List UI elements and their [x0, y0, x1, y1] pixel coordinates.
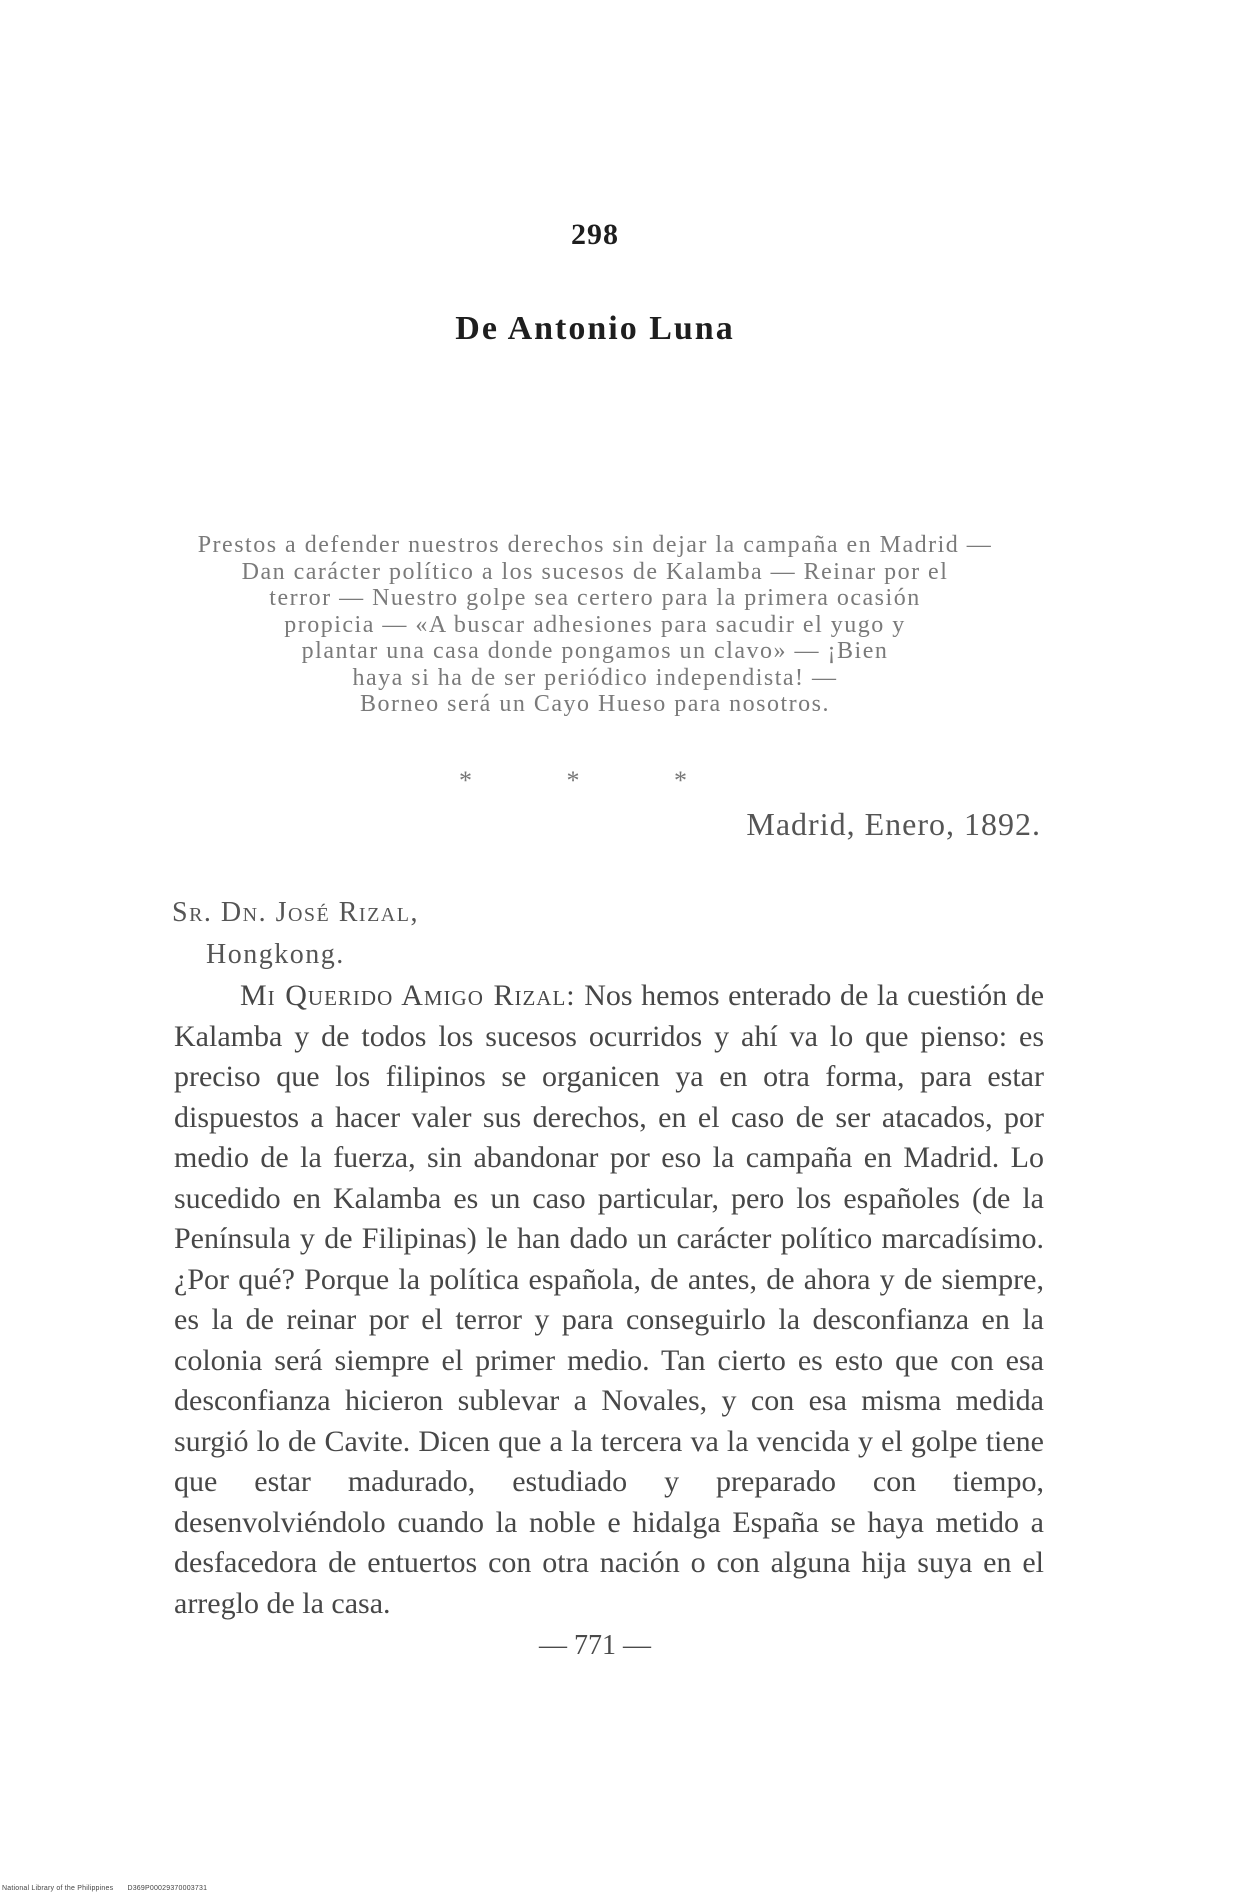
letter-body-text: Nos hemos enterado de la cuestión de Kalamba y de todos los sucesos ocurridos y ahí va lo que pienso: es preciso que los filipinos se organicen ya en otra forma, para estar dispuestos a hacer valer sus derechos, en el caso de ser atacados, por medio de la fuerza, sin abandonar por eso la campaña en Madrid. Lo sucedido en Kalamba es un caso particular, pero los españoles (de la Península y de Filipinas) le han dado un carácter político marcadísimo. ¿Por qué? Porque la política española, de antes, de ahora y de siempre, es la de reinar por el terror y para conseguirlo la desconfianza en la colonia será siempre el primer medio. Tan cierto es esto que con esa desconfianza hicieron sublevar a Novales, y con esa misma medida surgió lo de Cavite. Dicen que a la tercera va la vencida y el golpe tiene que estar madurado, estudiado y preparado con tiempo, desenvolviéndolo cuando la noble e hidalga España se haya metido a desfacedora de entuertos con otra nación o con alguna hija suya en el arreglo de la casa.: [174, 979, 1045, 1620]
summary-line: propicia — «A buscar adhesiones para sacudir el yugo y: [284, 611, 906, 638]
letter-body: [174, 976, 1044, 1624]
summary-line: haya si ha de ser periódico independista! —: [352, 664, 838, 691]
summary-line: Prestos a defender nuestros derechos sin dejar la campaña en Madrid —: [197, 532, 993, 558]
recipient-address: Sr. Dn. José Rizal,: [172, 897, 419, 928]
letter-summary: [160, 532, 1030, 718]
letter-title: De Antonio Luna: [455, 310, 735, 347]
dateline: Madrid, Enero, 1892.: [746, 806, 1041, 842]
section-separator: * * *: [459, 766, 731, 795]
letter-number: 298: [571, 218, 619, 251]
scan-footer: [2, 1885, 219, 1892]
page-number: — 771 —: [539, 1630, 651, 1661]
summary-line: terror — Nuestro golpe sea certero para la primera ocasión: [269, 585, 921, 611]
recipient-city: Hongkong.: [206, 939, 345, 970]
salutation: [172, 892, 419, 976]
summary-line: Borneo será un Cayo Hueso para nosotros.: [360, 691, 830, 717]
footer-library: National Library of the Philippines: [2, 1885, 114, 1892]
summary-line: Dan carácter político a los sucesos de Kalamba — Reinar por el: [241, 558, 949, 585]
footer-id: D369P00029370003731: [127, 1885, 208, 1892]
letter-opening: Mi Querido Amigo Rizal:: [240, 979, 576, 1012]
summary-line: plantar una casa donde pongamos un clavo» — ¡Bien: [301, 638, 889, 664]
